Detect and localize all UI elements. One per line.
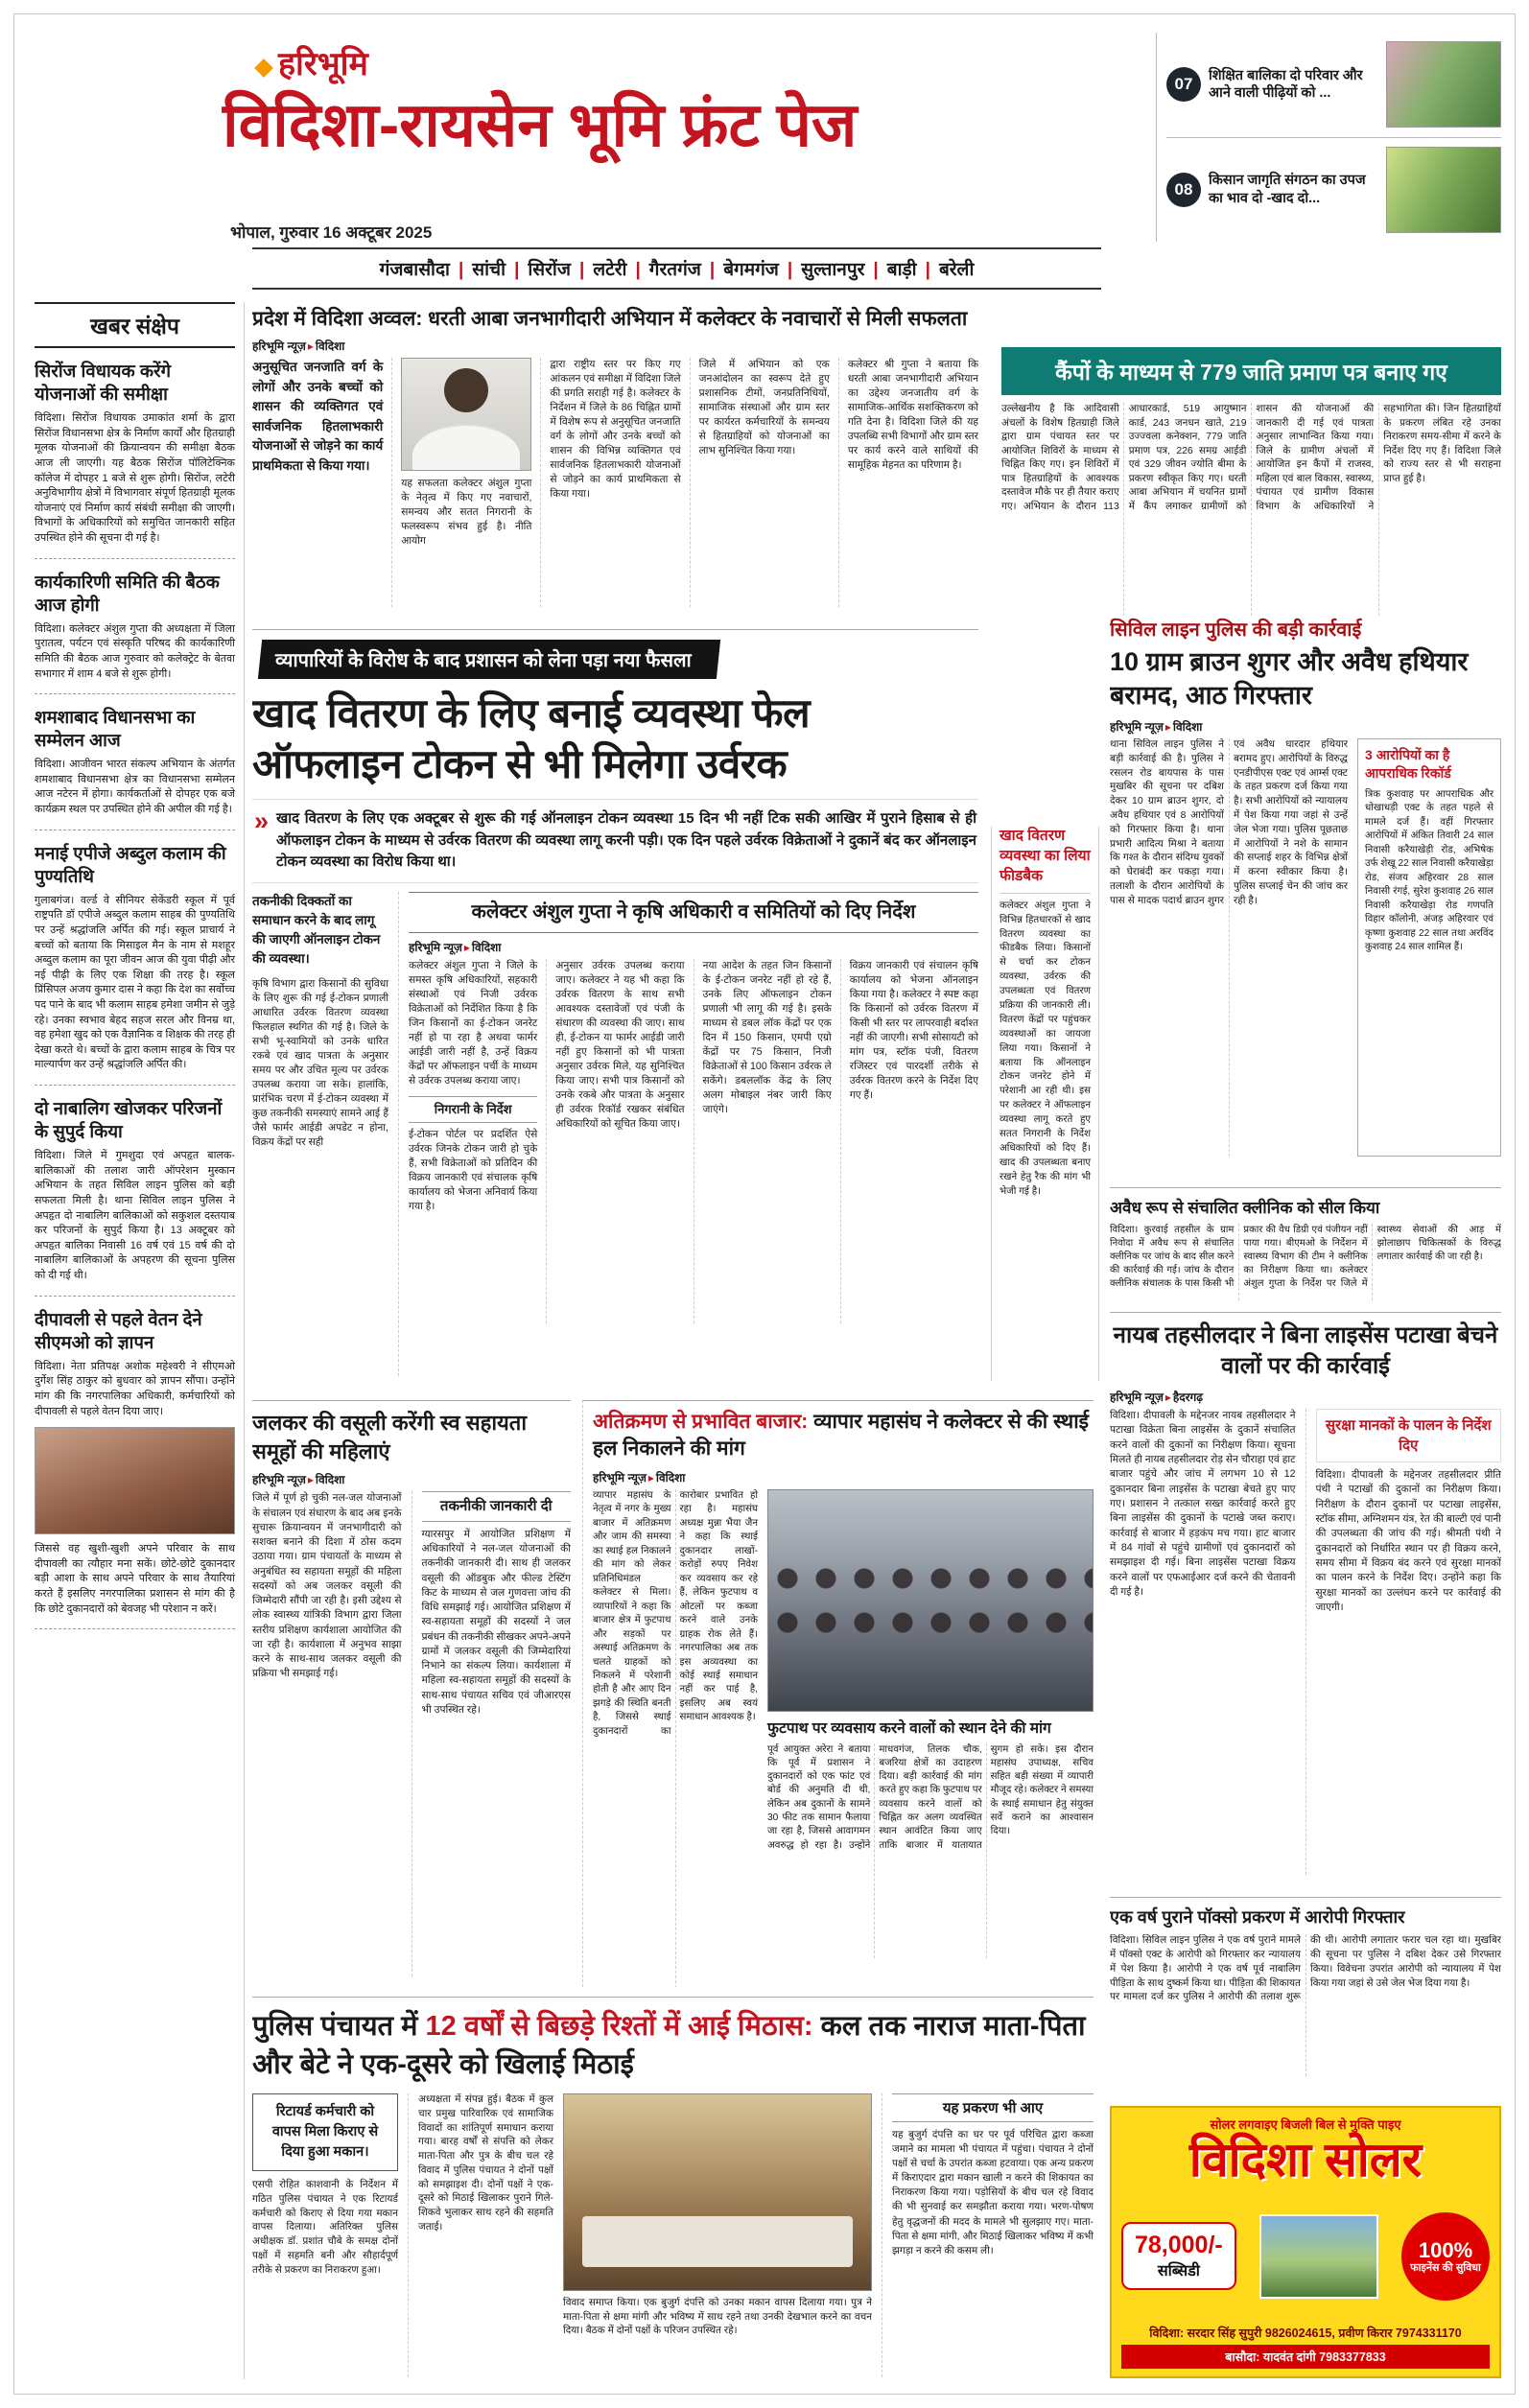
headline-pre: पुलिस पंचायत में — [252, 2011, 426, 2042]
brief-headline: दो नाबालिग खोजकर परिजनों के सुपुर्द किया — [35, 1098, 223, 1142]
subarticle-column: नया आदेश के तहत जिन किसानों के ई-टोकन जनरेट नहीं हो रहे हैं, उनके लिए ऑफलाइन टोकन प्रणाली भी लागू की गई है। इसके माध्यम से डबल लॉक केंद्रों पर एक दिन में 150 किसान, एमपी एग्रो केंद्रों पर 75 किसान, निजी विक्रेताओं से 100 किसान उर्वरक ले सकेंगे। डबललॉक केंद्र के लिए अलग मोबाइल नंबर जारी किए जाएंगे। — [694, 959, 832, 1323]
town-separator: | — [578, 260, 585, 280]
page-promos — [1156, 33, 1501, 242]
police-story-body: थाना सिविल लाइन पुलिस ने बड़ी कार्रवाई की है। पुलिस ने रसलन रोड बायपास के पास मुखबिर की सूचना पर दबिश देकर 10 ग्राम ब्राउन शुगर, दो अवैध हथियार एवं 8 आरोपियों को गिरफ्तार किया है। थाना प्रभारी आदित्य मिश्रा ने बताया कि गश्त के दौरान संदिग्ध युवकों को घेराबंदी कर पकड़ा गया। तलाशी के दौरान आरोपियों के पास से मादक पदार्थ ब्राउन शुगर एवं अवैध धारदार हथियार बरामद हुए। आरोपियों के विरुद्ध एनडीपीएस एक्ट एवं आर्म्स एक्ट के तहत प्रकरण दर्ज किया गया है। सभी आरोपियों को न्यायालय में पेश किया गया जहां से उन्हें जेल भेजा गया। पुलिस पूछताछ में आरोपियों ने नशे के सामान की सप्लाई शहर के विभिन्न क्षेत्रों में करना स्वीकार किया है। पुलिस सप्लाई चेन की जांच कर रही है। — [1110, 739, 1348, 906]
tech-info-body: ग्यारसपुर में आयोजित प्रशिक्षण में अधिकारियों ने नल-जल योजनाओं की तकनीकी जानकारी दी। साथ ही जलकर वसूली की ऑडबुक और फील्ड टेस्टिंग किट के माध्यम से जल गुणवत्ता जांच की विधि समझाई गई। आयोजित प्रशिक्षण में स्व-सहायता समूहों की सदस्यों ने जल प्रबंधन की तकनीकी सीखकर अपने-अपने ग्रामों में जलकर वसूली की जिम्मेदारियां निभाने का संकल्प लिया। कार्यशाला में महिला स्व-सहायता समूहों की सदस्यों के साथ-साथ पंचायत सचिव एवं जीआरएस भी उपस्थित रहे। — [421, 1528, 571, 1716]
caste-certificates-box — [1001, 347, 1501, 623]
town-separator: | — [458, 260, 464, 280]
byline-city: विदिशा — [315, 339, 345, 353]
monitoring-subhead: निगरानी के निर्देश — [409, 1096, 537, 1123]
top-story-lead: अनुसूचित जनजाति वर्ग के लोगों और उनके बच्चों को शासन की व्यक्तिगत एवं सार्वजनिक हितलाभकारी योजनाओं से जोड़ने का कार्य प्राथमिकता से किया गया। — [252, 360, 384, 473]
top-story-column: द्वारा राष्ट्रीय स्तर पर किए गए आंकलन एवं समीक्षा में विदिशा जिले की प्रगति सराही गई है। कलेक्टर के निर्देशन में जिले के 86 चिह्नित ग्रामों में विशेष रूप से अनुसूचित जनजाति वर्ग के लोगों और उनके बच्चों को शासन की विभिन्न व्यक्तिगत एवं सार्वजनिक हितलाभकारी योजनाओं से जोड़ने का कार्य प्राथमिकता से किया गया। — [540, 358, 680, 607]
ad-contact-line1: विदिशा: सरदार सिंह सुपुरी 9826024615, प्रवीण किरार 7974331170 — [1149, 2326, 1462, 2340]
top-story-column: कलेक्टर श्री गुप्ता ने बताया कि धरती आबा जनभागीदारी अभियान का उद्देश्य जनजातीय वर्ग के सामाजिक-आर्थिक सशक्तिकरण को गति देना है। विदिशा जिले की यह उपलब्धि सभी विभागों और ग्राम स्तर पर कार्य करने वाले साथियों की सामूहिक मेहनत का परिणाम है। — [838, 358, 978, 607]
brief-body: गुलाबगंज। वर्ल्ड वे सीनियर सेकेंडरी स्कूल में पूर्व राष्ट्रपति डॉ एपीजे अब्दुल कलाम साहब की पुण्यतिथि पर उन्हें श्रद्धांजलि अर्पित की गई। स्कूल प्राचार्य ने बच्चों को बताया कि मिसाइल मैन के नाम से मशहूर अब्दुल कलाम का पूरा जीवन आज की युवा पीढ़ी और नई पीढ़ी के लिए एक शिक्षा की तरह है। स्कूल प्रिंसिपल अजय कुमार दास ने कहा कि देश का सर्वोच्च पद पाने के बाद भी कलाम साहब हमेशा जमीन से जुड़े रहे। उनका स्वभाव बेहद सहज सरल और विनम्र था, वह हमेशा खुद को एक वैज्ञानिक व शिक्षक की तरह ही देखा करते थे। बच्चों के द्वारा कलाम साहब के चित्र पर माल्यार्पण कर उन्हें श्रद्धांजलि अर्पित की। — [35, 894, 235, 1071]
byline — [1110, 1389, 1501, 1405]
tech-info-subhead: तकनीकी जानकारी दी — [422, 1491, 572, 1522]
brief-article — [35, 571, 235, 695]
byline-arrow-icon: ▸ — [307, 339, 314, 353]
byline-arrow-icon: ▸ — [1164, 1390, 1171, 1404]
side-column-bold: तकनीकी दिक्कतों का समाधान करने के बाद लागू की जाएगी ऑनलाइन टोकन की व्यवस्था। — [252, 893, 381, 967]
safety-heading: सुरक्षा मानकों के पालन के निर्देश दिए — [1316, 1409, 1502, 1462]
camps-box-body: उल्लेखनीय है कि आदिवासी अंचलों के विशेष हितग्राही जिले द्वारा ग्राम पंचायत स्तर पर आयोजित शिविरों के माध्यम से चिह्नित किए गए। इन शिविरों में पात्र हितग्राहियों के आवश्यक दस्तावेज मौके पर ही तैयार कराए गए। अभियान के दौरान 113 आधारकार्ड, 519 आयुष्मान कार्ड, 243 जनधन खाते, 219 उज्ज्वला कनेक्शन, 779 जाति प्रमाण पत्र, 226 समग्र आईडी एवं 329 जीवन ज्योति बीमा के प्रकरण स्वीकृत किए गए। धरती आबा अभियान में चयनित ग्रामों में कैंप लगाकर ग्रामीणों को शासन की योजनाओं की जानकारी दी गई एवं पात्रता अनुसार लाभान्वित किया गया। जिले के ग्रामीण अंचलों में आयोजित इन कैंपों में राजस्व, महिला एवं बाल विकास, स्वास्थ्य, पंचायत एवं ग्रामीण विकास विभाग के अधिकारियों ने सहभागिता की। जिन हितग्राहियों के प्रकरण लंबित रहे उनका निराकरण समय-सीमा में करने के निर्देश दिए गए हैं। विदिशा जिले को राज्य स्तर से भी सराहना प्राप्त हुई है। — [1001, 404, 1501, 512]
clinic-headline: अवैध रूप से संचालित क्लीनिक को सील किया — [1110, 1199, 1380, 1217]
town-item: लटेरी — [593, 260, 627, 280]
firecracker-body: विदिशा। दीपावली के मद्देनजर नायब तहसीलदार ने पटाखा विक्रेता बिना लाइसेंस के दुकानें संचालित करने वालों की दुकानों का निरीक्षण किया। सूचना मिलते ही नायब तहसीलदार रोड़ सेन चौराहा एवं हाट बाजार पहुंचे और जांच में लगभग 10 से 12 दुकानदार बिना लाइसेंस के पटाखा बेचते हुए पाए गए। प्रशासन ने तत्काल सख्त कार्रवाई करते हुए बिना लाइसेंस की दुकानों के पटाखे जब्त कराए। कार्रवाई से बाजार में हड़कंप मच गया। हाट बाजार में 84 गांवों से पहुंचे ग्रामीणों एवं दुकानदारों को समझाइश दी गई। बिना लाइसेंस पटाखा विक्रय करने वालों पर एफआईआर दर्ज करने की चेतावनी दी गई है। — [1110, 1409, 1296, 1599]
page-number-badge: 08 — [1166, 173, 1201, 207]
panchayat-photo-column — [563, 2093, 872, 2377]
side-column-text: कृषि विभाग द्वारा किसानों की सुविधा के लिए शुरू की गई ई-टोकन प्रणाली आधारित उर्वरक वितरण व्यवस्था फिलहाल स्थगित की गई है। जिले के सभी भू-स्वामियों को उनके धारित रकबे एवं खाद पात्रता के अनुसार समय पर और उचित मूल्य पर उर्वरक उपलब्ध कराया जा सके। हालांकि, प्रारंभिक चरण में ई-टोकन व्यवस्था में कुछ तकनीकी समस्याएं सामने आई हैं जैसे फार्मर आईडी अपडेट न होना, विक्रय केंद्रों पर सही — [252, 977, 388, 1148]
byline — [593, 1469, 1094, 1485]
feedback-body: कलेक्टर अंशुल गुप्ता ने विभिन्न हितधारकों से खाद वितरण व्यवस्था का फीडबैक लिया। किसानों से चर्चा कर टोकन व्यवस्था, उर्वरक की उपलब्धता एवं वितरण प्रक्रिया की जानकारी ली। वितरण केंद्रों पर पहुंचकर व्यवस्थाओं का जायजा लिया गया। किसानों ने बताया कि ऑनलाइन टोकन जनरेट होने में परेशानी आ रही थी। इस पर कलेक्टर ने ऑफलाइन व्यवस्था लागू करते हुए सतत निगरानी के निर्देश अधिकारियों को दिए हैं। खाद की उपलब्धता बनाए रखने हेतु रैक की मांग भी भेजी गई है। — [1000, 900, 1091, 1197]
promo-item — [1166, 33, 1501, 138]
collector-directions-subarticle — [398, 892, 978, 1376]
feedback-heading: खाद वितरण व्यवस्था का लिया फीडबैक — [1000, 827, 1091, 894]
ad-brand-name: विदिशा सोलर — [1188, 2133, 1423, 2186]
top-story-columns — [252, 358, 978, 607]
collector-photo — [401, 358, 531, 471]
brief-body: विदिशा। जिले में गुमशुदा एवं अपहृत बालक-बालिकाओं की तलाश जारी ऑपरेशन मुस्कान अभियान के तहत सिविल लाइन पुलिस को बड़ी सफलता मिली है। थाना सिविल लाइन पुलिस ने अपहृत दो नाबालिग बालिकाओं को सकुशल दस्तयाब कर परिजनों के सुपुर्द किया है। 13 अक्टूबर को अपहृत बालिका निवासी 16 वर्ष एवं 15 वर्ष की दो नाबालिग बालिकाओं के अपहरण की सूचना पुलिस को दी गई थी। — [35, 1150, 235, 1282]
town-item: गैरतगंज — [648, 260, 701, 280]
solar-panel-photo — [1259, 2214, 1378, 2299]
water-tax-columns — [252, 1491, 571, 1976]
water-tax-tech-column — [412, 1491, 572, 1976]
town-item: सिरोंज — [528, 260, 571, 280]
byline-arrow-icon: ▸ — [307, 1473, 314, 1487]
finance-label: फाइनेंस की सुविधा — [1410, 2261, 1481, 2274]
headline-kicker: अतिक्रमण से प्रभावित बाजार: — [593, 1411, 809, 1433]
retired-employee-column — [252, 2093, 398, 2377]
promo-headline: किसान जागृति संगठन का उपज का भाव दो -खाद दो... — [1209, 173, 1366, 206]
panchayat-meeting-photo — [563, 2093, 872, 2291]
finance-percent: 100% — [1418, 2237, 1473, 2262]
top-story-column — [391, 358, 531, 607]
firecracker-action-story — [1110, 1312, 1501, 1889]
town-separator: | — [709, 260, 716, 280]
pocso-arrest-story — [1110, 1897, 1501, 2094]
town-separator: | — [787, 260, 793, 280]
dateline: भोपाल, गुरुवार 16 अक्टूबर 2025 — [230, 223, 433, 242]
police-story-columns — [1110, 738, 1501, 1157]
traders-delegation-photo — [767, 1489, 1094, 1712]
fertilizer-columns — [252, 892, 978, 1376]
encroachment-story — [582, 1400, 1094, 1987]
panchayat-headline — [252, 2007, 1094, 2084]
ad-contact-line2: बासौदा: यादवंत दांगी 7983377833 — [1121, 2345, 1490, 2369]
brief-headline: शमशाबाद विधानसभा का सम्मेलन आज — [35, 707, 196, 751]
criminal-record-box — [1357, 738, 1501, 1157]
brief-headline: दीपावली से पहले वेतन देने सीएमओ को ज्ञापन — [35, 1308, 202, 1352]
subarticle-columns — [409, 959, 978, 1323]
quote-marker-icon: » — [254, 807, 270, 835]
fertilizer-lead — [252, 799, 978, 883]
town-item: सांची — [472, 260, 506, 280]
brief-body: विदिशा। नेता प्रतिपक्ष अशोक महेश्वरी ने सीएमओ दुर्गेश सिंह ठाकुर को बुधवार को ज्ञापन सौंपा। उन्होंने मांग की कि नगरपालिका अधिकारी, कर्मचारियों को दीपावली से पहले वेतन दिया जाए। — [35, 1360, 235, 1417]
brief-article — [35, 842, 235, 1086]
brief-article — [35, 360, 235, 559]
brief-body: जिससे वह खुशी-खुशी अपने परिवार के साथ दीपावली का त्यौहार मना सकें। छोटे-छोटे दुकानदार बड़ी आशा के साथ अपने परिवार के साथ तैयारियां करते हैं इसलिए नगरपालिका प्रशासन से मांग की है कि छोटे दुकानदारों को बेवजह भी परेशान न करें। — [35, 1543, 235, 1615]
news-briefs-column — [35, 302, 245, 2379]
firecracker-columns — [1110, 1409, 1501, 1875]
headline-line2: ऑफलाइन टोकन से भी मिलेगा उर्वरक — [252, 740, 788, 786]
finance-badge — [1401, 2212, 1490, 2301]
top-story-column: जिले में अभियान को एक जनआंदोलन का स्वरूप देते हुए प्रशासनिक टीमों, जनप्रतिनिधियों, सामाजिक संस्थाओं और ग्राम स्तर पर कार्यरत कर्मचारियों के समन्वय से हितग्राहियों को योजनाओं का लाभ सुनिश्चित किया गया। — [690, 358, 830, 607]
subsidy-amount: 78,000/- — [1135, 2232, 1223, 2259]
record-box-body: त्रिक कुशवाह पर आपराधिक और धोखाधड़ी एक्ट के तहत पहले से मामले दर्ज हैं। वहीं गिरफ्तार आरोपियों में अंकित तिवारी 24 साल निवासी करैयाखेड़ी रोड, अभिषेक उर्फ शेखू 22 साल निवासी करैयाखेड़ा रोड, संजय अहिरवार 28 साल निवासी रंगई, सुरेश कुशवाह 26 साल निवासी करैयाखेड़ा रोड गणपति विहार कॉलोनी, अंजड़ अहिरवार एवं कृष्णा कुशवाह 22 साल तथा अरविंद कुशवाह 24 साल शामिल हैं। — [1365, 788, 1494, 953]
byline-label: हरिभूमि न्यूज़ — [409, 940, 462, 954]
byline-label: हरिभूमि न्यूज़ — [593, 1470, 647, 1485]
page-title: विदिशा-रायसेन भूमि फ्रंट पेज — [223, 90, 858, 159]
brief-headline: सिरोंज विधायक करेंगे योजनाओं की समीक्षा — [35, 361, 172, 405]
water-tax-body: जिले में पूर्ण हो चुकी नल-जल योजनाओं के संचालन एवं संधारण के बाद अब इनके सुचारू क्रियान्वयन में जनभागीदारी को सशक्त बनाने की दिशा में ठोस कदम उठाया गया। ग्राम पंचायतों के माध्यम से अनुबंधित स्व सहायता समूहों की महिला सदस्यों को अब जलकर वसूली की जिम्मेदारी सौंपी जा रही है। इसी उद्देश्य से लोक स्वास्थ्य यांत्रिकी विभाग द्वारा जिला स्तरीय प्रशिक्षण कार्यशाला आयोजित की जा रही है। कार्यशाला में अनुभव साझा करने के साथ-साथ जलकर वसूली की प्रक्रिया भी समझाई गई। — [252, 1492, 402, 1680]
headline-line1: खाद वितरण के लिए बनाई व्यवस्था फेल — [252, 690, 811, 736]
town-item: बाड़ी — [886, 260, 917, 280]
memorandum-photo — [35, 1427, 235, 1534]
ribbon-text: व्यापारियों के विरोध के बाद प्रशासन को लेना पड़ा नया फैसला — [275, 650, 692, 671]
byline-city: विदिशा — [471, 940, 502, 954]
town-separator: | — [635, 260, 641, 280]
fertilizer-story — [252, 629, 978, 1387]
encroachment-right — [767, 1489, 1094, 1987]
towns-strip — [252, 247, 1101, 290]
town-separator: | — [925, 260, 930, 280]
other-cases-column — [882, 2093, 1094, 2377]
lead-text: खाद वितरण के लिए एक अक्टूबर से शुरू की गई ऑनलाइन टोकन व्यवस्था 15 दिन भी नहीं टिक सकी आखिर में पुराने हिसाब से ही ऑफलाइन टोकन के माध्यम से उर्वरक वितरण की व्यवस्था लागू करनी पड़ी। एक दिन पहले उर्वरक विक्रेताओं ने दुकानें बंद कर ऑनलाइन टोकन व्यवस्था का विरोध किया था। — [276, 810, 976, 870]
feedback-sidebar — [991, 827, 1099, 1381]
brief-body: विदिशा। आजीवन भारत संकल्प अभियान के अंतर्गत शमशाबाद विधानसभा क्षेत्र का विधानसभा सम्मेलन आज नटेरन में होगा। कार्यकर्ताओं से दोपहर एक बजे कार्यक्रम स्थल पर उपस्थित होने की अपील की गई है। — [35, 759, 235, 816]
newspaper-logo: हरिभूमि — [257, 40, 368, 84]
water-tax-headline: जलकर की वसूली करेंगी स्व सहायता समूहों की महिलाएं — [252, 1411, 528, 1463]
firecracker-headline: नायब तहसीलदार ने बिना लाइसेंस पटाखा बेचने वालों पर की कार्रवाई — [1113, 1322, 1498, 1380]
encroachment-body-left: व्यापार महासंघ के नेतृत्व में नगर के मुख्य बाजार में अतिक्रमण और जाम की समस्या का स्थाई हल निकालने की मांग को लेकर प्रतिनिधिमंडल कलेक्टर से मिला। व्यापारियों ने कहा कि बाजार क्षेत्र में फुटपाथ और सड़कों पर अस्थाई अतिक्रमण के चलते ग्राहकों को निकलने में परेशानी होती है और आए दिन झगड़े की स्थिति बनती है, जिससे स्थाई दुकानदारों का कारोबार प्रभावित हो रहा है। महासंघ अध्यक्ष मुन्ना भैया जैन ने कहा कि स्थाई दुकानदार लाखों-करोड़ों रुपए निवेश कर व्यवसाय कर रहे हैं, लेकिन फुटपाथ व ओटलों पर कब्जा करने वाले उनके ग्राहक रोक लेते हैं। नगरपालिका अब तक इस अव्यवस्था का कोई स्थाई समाधान नहीं कर पाई है, इसलिए अब स्वयं समाधान आवश्यक है। — [593, 1489, 758, 1737]
subarticle-text: ई-टोकन पोर्टल पर प्रदर्शित ऐसे उर्वरक जिनके टोकन जारी हो चुके हैं, सभी विक्रेताओं को प्रतिदिन की विक्रय जानकारी एवं संचालक कृषि कार्यालय को भेजना अनिवार्य किया गया है। — [409, 1129, 538, 1213]
town-item: सुल्तानपुर — [801, 260, 865, 280]
top-story-text: यह सफलता कलेक्टर अंशुल गुप्ता के नेतृत्व में किए गए नवाचारों, समन्वय और सतत निगरानी के फलस्वरूप संभव हुई है। नीति आयोग — [401, 478, 532, 548]
byline — [409, 939, 978, 955]
other-cases-body: यह बुजुर्ग दंपत्ति का घर पर पूर्व परिचित द्वारा कब्जा जमाने का मामला भी पंचायत में पहुंचा। पंचायत ने दोनों पक्षों से चर्चा के उपरांत कब्जा हटवाया। एक अन्य प्रकरण में किराएदार द्वारा मकान खाली न करने की शिकायत का निराकरण किया गया। पड़ोसियों के बीच चल रहे विवाद की भी सुनवाई कर समझौता कराया गया। भरण-पोषण हेतु वृद्धजनों की मदद के मामले भी सुलझाए गए। माता-पिता से क्षमा मांगी, और मिठाई खिलाकर भविष्य में कभी झगड़ा न करने की कसम ली। — [892, 2130, 1094, 2256]
byline-arrow-icon: ▸ — [647, 1470, 654, 1485]
clinic-body: विदिशा। कुरवाई तहसील के ग्राम निवोदा में अवैध रूप से संचालित क्लीनिक पर जांच के बाद सील करने की कार्रवाई की गई। जांच के दौरान क्लीनिक संचालक के पास किसी भी प्रकार की वैध डिग्री एवं पंजीयन नहीं पाया गया। बीएमओ के निर्देशन में स्वास्थ्य विभाग की टीम ने क्लीनिक का निरीक्षण किया था। कलेक्टर अंशुल गुप्ता के निर्देश पर जिले में स्वास्थ्य सेवाओं की आड़ में झोलाछाप चिकित्सकों के विरुद्ध लगातार कार्रवाई की जा रही है। — [1110, 1225, 1501, 1289]
retired-employee-body: एसपी रोहित काशवानी के निर्देशन में गठित पुलिस पंचायत ने एक रिटायर्ड कर्मचारी को किराए से दिया गया मकान वापस दिलाया। अतिरिक्त पुलिस अधीक्षक डॉ. प्रशांत चौबे के समक्ष दोनों पक्षों में सहमति बनी और सौहार्दपूर्ण तरीके से प्रकरण का निराकरण हुआ। — [252, 2180, 398, 2276]
promo-photo — [1386, 147, 1501, 233]
byline-label: हरिभूमि न्यूज़ — [252, 1473, 306, 1487]
encroachment-body-bottom: पूर्व आयुक्त अरेरा ने बताया कि पूर्व में प्रशासन ने दुकानदारों को एक फांट एवं बोर्ड की अनुमति दी थी, लेकिन अब दुकानों के सामने 30 फीट तक सामान फैलाया जा रहा है, जिससे आवागमन अवरुद्ध हो रहा है। उन्होंने माधवगंज, तिलक चौक, बजरिया क्षेत्रों का उदाहरण दिया। बड़ी कार्रवाई की मांग करते हुए कहा कि फुटपाथ पर व्यवसाय करने वालों को चिह्नित कर अलग व्यवस्थित स्थान आवंटित किया जाए ताकि बाजार में यातायात सुगम हो सके। इस दौरान महासंघ उपाध्यक्ष, सचिव सहित बड़ी संख्या में व्यापारी मौजूद रहे। कलेक्टर ने समस्या के स्थाई समाधान हेतु संयुक्त सर्वे कराने का आश्वासन दिया। — [767, 1743, 1094, 1851]
town-item: बरेली — [938, 260, 975, 280]
town-item: बेगमगंज — [723, 260, 779, 280]
encroachment-headline — [593, 1409, 1094, 1463]
brief-headline: मनाई एपीजे अब्दुल कलाम की पुण्यतिथि — [35, 842, 226, 886]
subarticle-headline: कलेक्टर अंशुल गुप्ता ने कृषि अधिकारी व समितियों को दिए निर्देश — [409, 892, 978, 933]
police-story-kicker: सिविल लाइन पुलिस की बड़ी कार्रवाई — [1110, 620, 1362, 641]
top-story-headline: प्रदेश में विदिशा अव्वल: धरती आबा जनभागीदारी अभियान में कलेक्टर के नवाचारों से मिली सफलता — [252, 308, 968, 330]
subarticle-column — [409, 959, 537, 1323]
retired-employee-box: रिटायर्ड कर्मचारी को वापस मिला किराए से दिया हुआ मकान। — [252, 2093, 398, 2171]
brief-body: विदिशा। कलेक्टर अंशुल गुप्ता की अध्यक्षता में जिला पुरातत्व, पर्यटन एवं संस्कृति परिषद की कार्यकारिणी समिति की बैठक आज गुरुवार को कलेक्ट्रेट के बेतवा सभागार में शाम 4 बजे से शुरू होगी। — [35, 622, 235, 680]
briefs-header: खबर संक्षेप — [35, 302, 235, 348]
promo-item — [1166, 138, 1501, 243]
byline-city: विदिशा — [1172, 720, 1203, 735]
pocso-body: विदिशा। सिविल लाइन पुलिस ने एक वर्ष पुराने मामले में पॉक्सो एक्ट के आरोपी को गिरफ्तार कर न्यायालय में पेश किया है। आरोपी ने एक वर्ष पूर्व नाबालिग पीड़िता के साथ दुष्कर्म किया था। पीड़िता की शिकायत पर मामला दर्ज कर पुलिस ने आरोपी की तलाश शुरू की थी। आरोपी लगातार फरार चल रहा था। मुखबिर की सूचना पर पुलिस ने दबिश देकर उसे गिरफ्तार किया। विवेचना उपरांत आरोपी को न्यायालय में पेश किया गया जहां से उसे जेल भेज दिया गया है। — [1110, 1935, 1501, 2003]
page-number-badge: 07 — [1166, 67, 1201, 102]
clinic-seal-story — [1110, 1187, 1501, 1306]
record-box-heading: 3 आरोपियों का है आपराधिक रिकॉर्ड — [1365, 747, 1451, 782]
brief-headline: कार्यकारिणी समिति की बैठक आज होगी — [35, 571, 220, 615]
fertilizer-side-column — [252, 892, 388, 1376]
byline — [252, 338, 978, 354]
solar-advertisement — [1110, 2106, 1501, 2378]
byline — [1110, 718, 1501, 735]
byline-label: हरिभूमि न्यूज़ — [252, 339, 306, 353]
town-separator: | — [873, 260, 879, 280]
byline — [252, 1471, 571, 1487]
subsidy-label: सब्सिडी — [1157, 2263, 1200, 2280]
brief-article — [35, 1097, 235, 1297]
pocso-headline: एक वर्ष पुराने पॉक्सो प्रकरण में आरोपी गिरफ्तार — [1110, 1907, 1405, 1927]
police-raid-story — [1110, 616, 1501, 1180]
subsidy-box — [1121, 2222, 1236, 2290]
byline-label: हरिभूमि न्यूज़ — [1110, 1390, 1164, 1404]
subarticle-column: अनुसार उर्वरक उपलब्ध कराया जाए। कलेक्टर ने यह भी कहा कि उर्वरक वितरण के साथ सभी आवश्यक दस्तावेजों एवं पंजी के संधारण की व्यवस्था की जाए। साथ ही, ई-टोकन या फार्मर आईडी जारी नहीं हुए किसानों को भी पात्रता अनुसार उर्वरक मिले, यह सुनिश्चित किया जाए। सभी पात्र किसानों को उनके रकबे और पात्रता के अनुसार ही उर्वरक रिकॉर्ड रखकर संबंधित अधिकारियों को सूचित किया जाए। — [546, 959, 684, 1323]
byline-arrow-icon: ▸ — [1164, 720, 1171, 735]
camps-box-headline: कैंपों के माध्यम से 779 जाति प्रमाण पत्र बनाए गए — [1001, 347, 1501, 395]
subarticle-text: कलेक्टर अंशुल गुप्ता ने जिले के समस्त कृषि अधिकारियों, सहकारी संस्थाओं एवं निजी उर्वरक विक्रेताओं को निर्देशित किया है कि जिन किसानों का ई-टोकन जनरेट नहीं हो पा रहा है अथवा फार्मर आईडी जारी नहीं है, उन्हें विक्रय केंद्रों पर ऑफलाइन पर्ची के माध्यम से उर्वरक उपलब्ध कराया जाए। — [409, 959, 538, 1087]
safety-body: विदिशा। दीपावली के मद्देनजर तहसीलदार प्रीति पंथी ने पटाखों की दुकानों का निरीक्षण किया। निरीक्षण के दौरान दुकानों पर पटाखा लाइसेंस, स्टॉक सीमा, अग्निशमन यंत्र, रेत की बाल्टी एवं पानी की उपलब्धता की जांच की गई। श्रीमती पंथी ने दुकानदारों को निर्धारित स्थान पर ही विक्रय करने, समय सीमा में विक्रय बंद करने एवं सुरक्षा मानकों का पालन करने के निर्देश दिए। उन्होंने कहा कि सुरक्षा मानकों का उल्लंघन करने पर कार्रवाई की जाएगी। — [1315, 1468, 1501, 1614]
byline-city: विदिशा — [655, 1470, 686, 1485]
panchayat-photo-text: विवाद समाप्त किया। एक बुजुर्ग दंपत्ति को उनका मकान वापस दिलाया गया। पुत्र ने माता-पिता से क्षमा मांगी और भविष्य में साथ रहने तथा उनकी देखभाल करने का वचन दिया। बैठक में दोनों पक्षों के परिजन उपस्थित रहे। — [563, 2298, 872, 2337]
headline-rest: व्यापार महासंघ ने कलेक्टर से की स्थाई हल निकालने की मांग — [593, 1411, 1089, 1461]
water-tax-story — [252, 1400, 571, 1987]
promo-photo — [1386, 41, 1501, 128]
brief-article — [35, 706, 235, 830]
ad-tagline: सोलर लगवाइए बिजली बिल से मुक्ति पाइए — [1210, 2117, 1401, 2132]
other-cases-subhead: यह प्रकरण भी आए — [892, 2093, 1094, 2122]
encroachment-columns — [593, 1489, 1094, 1987]
fertilizer-headline — [252, 689, 978, 789]
byline-city: विदिशा — [315, 1473, 345, 1487]
town-separator: | — [514, 260, 520, 280]
police-story-headline: 10 ग्राम ब्राउन शुगर और अवैध हथियार बरामद, आठ गिरफ्तार — [1110, 647, 1469, 711]
panchayat-body-column: अध्यक्षता में संपन्न हुई। बैठक में कुल चार प्रमुख पारिवारिक एवं सामाजिक विवादों का शांतिपूर्ण समाधान कराया गया। बारह वर्षों से संपत्ति को लेकर माता-पिता और पुत्र के बीच चल रहे विवाद में पुलिस पंचायत ने दोनों पक्षों को समझाइश दी। दोनों पक्षों ने एक-दूसरे को मिठाई खिलाकर पुराने गिले-शिकवे भुलाकर साथ रहने की सहमति जताई। — [408, 2093, 553, 2377]
byline-city: हैदरगढ़ — [1172, 1390, 1204, 1404]
subarticle-column: विक्रय जानकारी एवं संचालन कृषि कार्यालय को भेजना ऑनलाइन किया गया है। कलेक्टर ने स्पष्ट कहा कि किसानों को उर्वरक वितरण में किसी भी स्तर पर लापरवाही बर्दाश्त नहीं की जाएगी। सभी सोसायटी को मांग पत्र, स्टॉक पंजी, वितरण रजिस्टर एवं पारदर्शी तरीके से उर्वरक वितरण करने के निर्देश दिए गए हैं। — [840, 959, 978, 1323]
police-panchayat-story — [252, 1997, 1094, 2378]
byline-arrow-icon: ▸ — [463, 940, 470, 954]
ad-middle-row — [1121, 2194, 1490, 2320]
safety-column — [1306, 1409, 1502, 1875]
panchayat-columns — [252, 2093, 1094, 2377]
story-ribbon — [258, 640, 720, 679]
town-item: गंजबासौदा — [379, 260, 450, 280]
promo-headline: शिक्षित बालिका दो परिवार और आने वाली पीढ़ियों को ... — [1209, 67, 1363, 102]
byline-label: हरिभूमि न्यूज़ — [1110, 720, 1164, 735]
headline-post: कल तक नाराज माता-पिता और बेटे ने एक-दूसरे को खिलाई मिठाई — [252, 2011, 1086, 2081]
top-story — [252, 305, 978, 623]
headline-red: 12 वर्षों से बिछड़े रिश्तों में आई मिठास: — [425, 2011, 813, 2042]
brief-body: विदिशा। सिरोंज विधायक उमाकांत शर्मा के द्वारा सिरोंज विधानसभा क्षेत्र के निर्माण कार्यों और हितग्राही मूलक योजनाओं की क्रियान्वयन की समीक्षा बैठक आज ली जाएगी। यह बैठक सिरोंज पॉलिटेक्निक कॉलेज में दोपहर 1 बजे से शुरू होगी। सिरोंज, लटेरी अनुविभागीय क्षेत्रों में विभागवार संपूर्ण हितग्राही मूलक योजनाएं एवं निर्माण कार्य संबंधी समीक्षा की जाएगी। विभागों के अधिकारियों को समुचित जानकारी सहित उपस्थित होने की सूचना दी गई है। — [35, 412, 235, 544]
brief-article — [35, 1308, 235, 1630]
footpath-demand-subhead: फुटपाथ पर व्यवसाय करने वालों को स्थान देने की मांग — [767, 1719, 1051, 1737]
